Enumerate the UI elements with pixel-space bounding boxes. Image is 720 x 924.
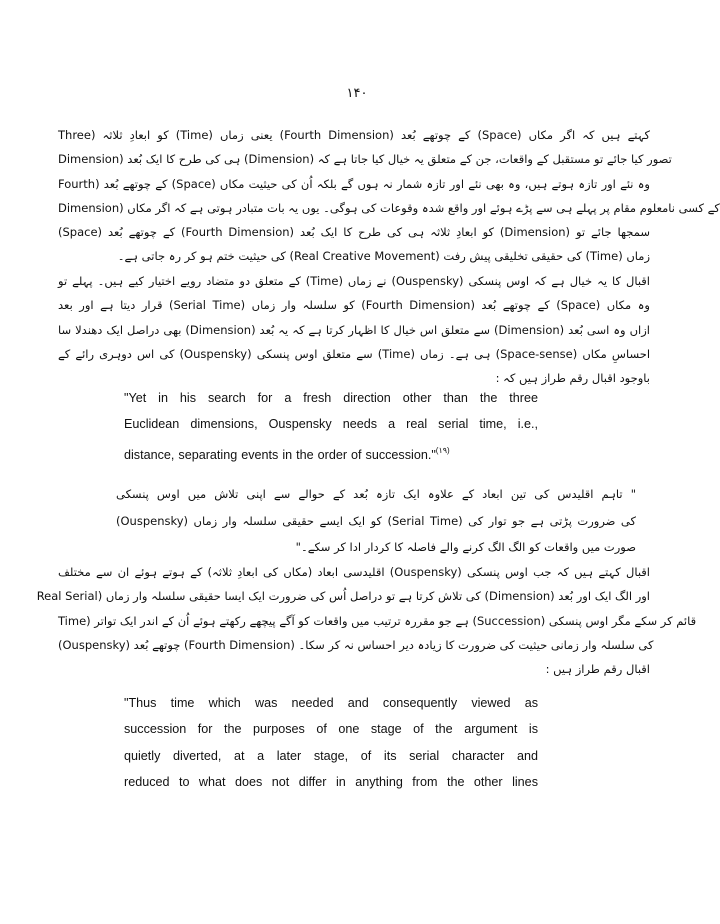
english-quote-time-diverted — [124, 690, 538, 796]
text-line: اقبال کا یہ خیال ہے کہ اوس پنسکی (Ouspensky) نے زماں (Time) کے متعلق دو متضاد رویے اختیار کیے ہیں۔ پہلے تو — [58, 274, 651, 288]
quote-line: quietly diverted, at a later stage, of its serial character and — [124, 748, 538, 763]
text-line: وہ نئے اور تازہ ہوتے ہیں، وہ بھی نئے اور تازہ شمار نہ ہوں گے بلکہ اُن کی حیثیت مکاں (Space) کے چوتھے بُعد (Fourth — [58, 176, 650, 191]
text-line: باوجود اقبال رقم طراز ہیں کہ : — [495, 371, 650, 386]
quote-line: succession for the purposes of one stage of the argument is — [124, 722, 538, 737]
paragraph-ouspensky-view — [58, 269, 650, 390]
text-line: احساسِ مکاں (Space-sense) ہی ہے۔ زماں (Time) سے متعلق اوس پنسکی (Ouspensky) کی اس دوہری رائے کے — [58, 346, 651, 361]
quote-line: صورت میں واقعات کو الگ الگ کرنے والے فاصلہ کا کردار ادا کر سکے۔" — [295, 540, 636, 554]
urdu-quote-translation — [116, 481, 636, 561]
quote-line: (Ouspensky) کو ایک ایسے حقیقی سلسلہ وار زماں (Serial Time) کی ضرورت پڑتی ہے جو توار کی — [116, 513, 636, 528]
paragraph-space-dimension — [58, 123, 720, 269]
text-line: Dimension) کے کسی نامعلوم مقام پر پہلے ہی سے پڑے ہوئے اور واقع شدہ وقوعات کی ہوگی۔ یوں یہ بات متبادر ہوتی ہے کہ اگر مکاں — [58, 200, 720, 215]
text-line: Dimension) ہی کی طرح کا ایک بُعد (Dimension) تصور کیا جائے تو مستقبل کے واقعات، جن کے متعلق یہ خیال کیا جاتا ہے کہ — [58, 152, 672, 167]
text-line: زماں (Time) کی حقیقی تخلیقی پیش رفت (Real Creative Movement) کی حیثیت ختم ہو کر رہ جاتی ہے۔ — [117, 249, 650, 264]
text-line: (Ouspensky) چوتھے بُعد (Fourth Dimension) کی سلسلہ وار زمانی حیثیت کی ضرورت کا زیادہ دیر احساس نہ کر سکا۔ — [58, 637, 654, 652]
quote-line: Euclidean dimensions, Ouspensky needs a real serial time, i.e., — [124, 417, 538, 432]
quote-line: " تاہم اقلیدس کی تین ابعاد کے علاوہ ایک تازہ بُعد کے حوالے سے اپنی تلاش میں اوس پنسکی — [116, 487, 636, 501]
quote-line: "Yet in his search for a fresh direction other than the three — [124, 391, 538, 405]
english-quote-serial-time — [124, 385, 538, 464]
text-line: اور الگ ایک اور بُعد (Dimension) کی تلاش کرتا ہے تو دراصل اُس کی ضرورت ایک ایسا حقیقی سلسلہ وار زماں (Real Serial — [36, 589, 650, 604]
text-line: ازاں وہ اسی بُعد (Dimension) سے متعلق اس خیال کا اظہار کرتا ہے کہ یہ بُعد (Dimension) بھی دراصل ایک دھندلا سا — [58, 322, 650, 337]
quote-text: distance, separating events in the order of succession." — [124, 447, 436, 462]
text-line: وہ مکاں (Space) کے چوتھے بُعد (Fourth Dimension) کو سلسلہ وار زماں (Serial Time) قرار دیتا ہے اور بعد — [58, 298, 650, 313]
paragraph-real-serial-time — [36, 560, 697, 681]
quote-line — [124, 438, 538, 464]
text-line: اقبال کہتے ہیں کہ جب اوس پنسکی (Ouspensky) اقلیدسی ابعاد (مکاں کی ابعادِ ثلاثہ) کے ہوتے ہوئے ان سے مختلف — [58, 565, 650, 579]
page-number: ۱۴۰ — [346, 86, 368, 101]
text-line: کہتے ہیں کہ اگر مکاں (Space) کے چوتھے بُعد (Fourth Dimension) یعنی زماں (Time) کو ابعادِ ثلاثہ (Three — [58, 128, 650, 142]
text-line: Time) ہے جو مقررہ ترتیب میں واقعات کو آگے پیچھے رکھتے ہوئے اُن کے اندر ایک تواتر (Succession) قائم کر سکے مگر اوس پنسکی — [58, 613, 697, 628]
quote-line: "Thus time which was needed and consequently viewed as — [124, 696, 538, 710]
quote-line: reduced to what does not differ in anything from the other lines — [124, 775, 538, 790]
text-line: (Space) کے چوتھے بُعد (Fourth Dimension) کو ابعادِ ثلاثہ ہی کی طرح کا ایک بُعد (Dimension) سمجھا جائے تو — [58, 225, 650, 240]
footnote-reference: (۱۹) — [435, 445, 450, 455]
text-line: اقبال رقم طراز ہیں : — [545, 662, 650, 677]
